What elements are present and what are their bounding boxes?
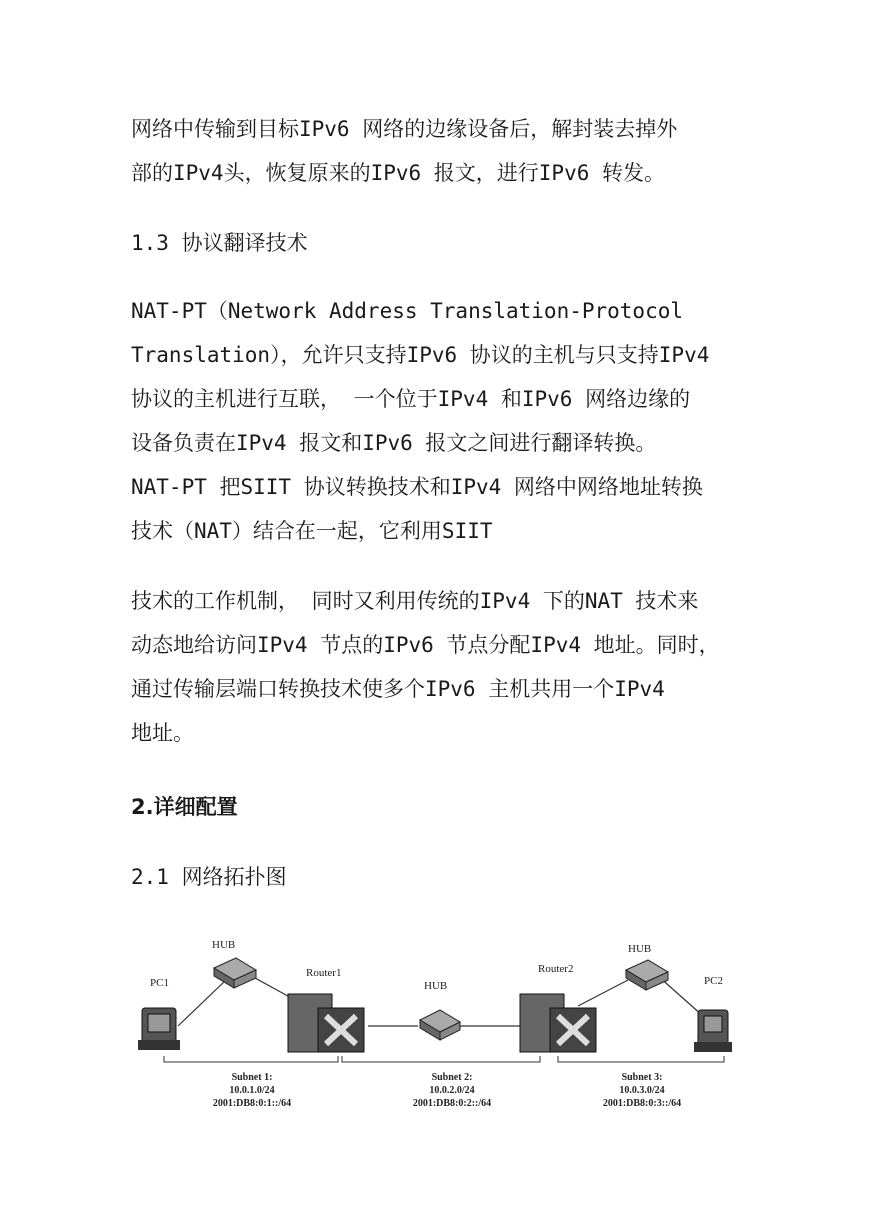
hub3-label: HUB xyxy=(628,943,652,955)
subnet-3-name: Subnet 3: xyxy=(621,1072,663,1083)
hub2-label: HUB xyxy=(424,980,448,992)
pc1-label: PC1 xyxy=(150,977,169,989)
hub1-icon xyxy=(214,958,256,988)
section-1-3-heading: 1.3 协议翻译技术 xyxy=(131,231,308,255)
paragraph-2-line-3: 协议的主机进行互联， 一个位于IPv4 和IPv6 网络边缘的 xyxy=(131,387,691,411)
section-2-1-heading: 2.1 网络拓扑图 xyxy=(131,865,287,889)
subnet-2-ipv6: 2001:DB8:0:2::/64 xyxy=(412,1098,492,1109)
subnet-1-ipv6: 2001:DB8:0:1::/64 xyxy=(212,1098,292,1109)
paragraph-2-line-6: 技术（NAT）结合在一起，它利用SIIT xyxy=(131,519,493,543)
router1-label: Router1 xyxy=(306,967,342,979)
paragraph-2-line-5: NAT-PT 把SIIT 协议转换技术和IPv4 网络中网络地址转换 xyxy=(131,475,703,499)
paragraph-1-line-2: 部的IPv4头，恢复原来的IPv6 报文，进行IPv6 转发。 xyxy=(131,161,666,185)
link-router2-hub3 xyxy=(578,980,628,1006)
hub2-icon xyxy=(420,1010,460,1040)
hub1-label: HUB xyxy=(212,939,236,951)
router2-label: Router2 xyxy=(538,963,574,975)
network-topology-diagram xyxy=(128,928,753,1128)
pc1-icon xyxy=(138,1008,180,1050)
paragraph-3-line-1: 技术的工作机制， 同时又利用传统的IPv4 下的NAT 技术来 xyxy=(131,589,699,613)
section-2-heading: 2.详细配置 xyxy=(131,795,238,819)
pc2-label: PC2 xyxy=(704,975,723,987)
hub3-icon xyxy=(626,960,668,990)
paragraph-3-line-3: 通过传输层端口转换技术使多个IPv6 主机共用一个IPv4 xyxy=(131,677,665,701)
subnet-3-ipv4: 10.0.3.0/24 xyxy=(619,1085,665,1096)
paragraph-3-line-4: 地址。 xyxy=(131,721,194,745)
paragraph-2-line-4: 设备负责在IPv4 报文和IPv6 报文之间进行翻译转换。 xyxy=(131,431,657,455)
pc2-icon xyxy=(694,1010,732,1052)
subnet-3-ipv6: 2001:DB8:0:3::/64 xyxy=(602,1098,682,1109)
paragraph-2-line-1: NAT-PT（Network Address Translation-Protocol xyxy=(131,299,684,323)
subnet-2-ipv4: 10.0.2.0/24 xyxy=(429,1085,475,1096)
subnet-2-name: Subnet 2: xyxy=(431,1072,473,1083)
router1-icon xyxy=(288,994,364,1052)
paragraph-1-line-1: 网络中传输到目标IPv6 网络的边缘设备后，解封装去掉外 xyxy=(131,117,678,141)
subnet-1-name: Subnet 1: xyxy=(231,1072,273,1083)
subnet-brackets xyxy=(164,1056,724,1062)
subnet-1-bracket xyxy=(164,1056,338,1062)
subnet-1-ipv4: 10.0.1.0/24 xyxy=(229,1085,275,1096)
paragraph-3-line-2: 动态地给访问IPv4 节点的IPv6 节点分配IPv4 地址。同时， xyxy=(131,633,720,657)
link-pc1-hub1 xyxy=(178,980,226,1026)
subnet-3-bracket xyxy=(558,1056,724,1062)
subnet-2-bracket xyxy=(342,1056,540,1062)
paragraph-2-line-2: Translation），允许只支持IPv6 协议的主机与只支持IPv4 xyxy=(131,343,710,367)
